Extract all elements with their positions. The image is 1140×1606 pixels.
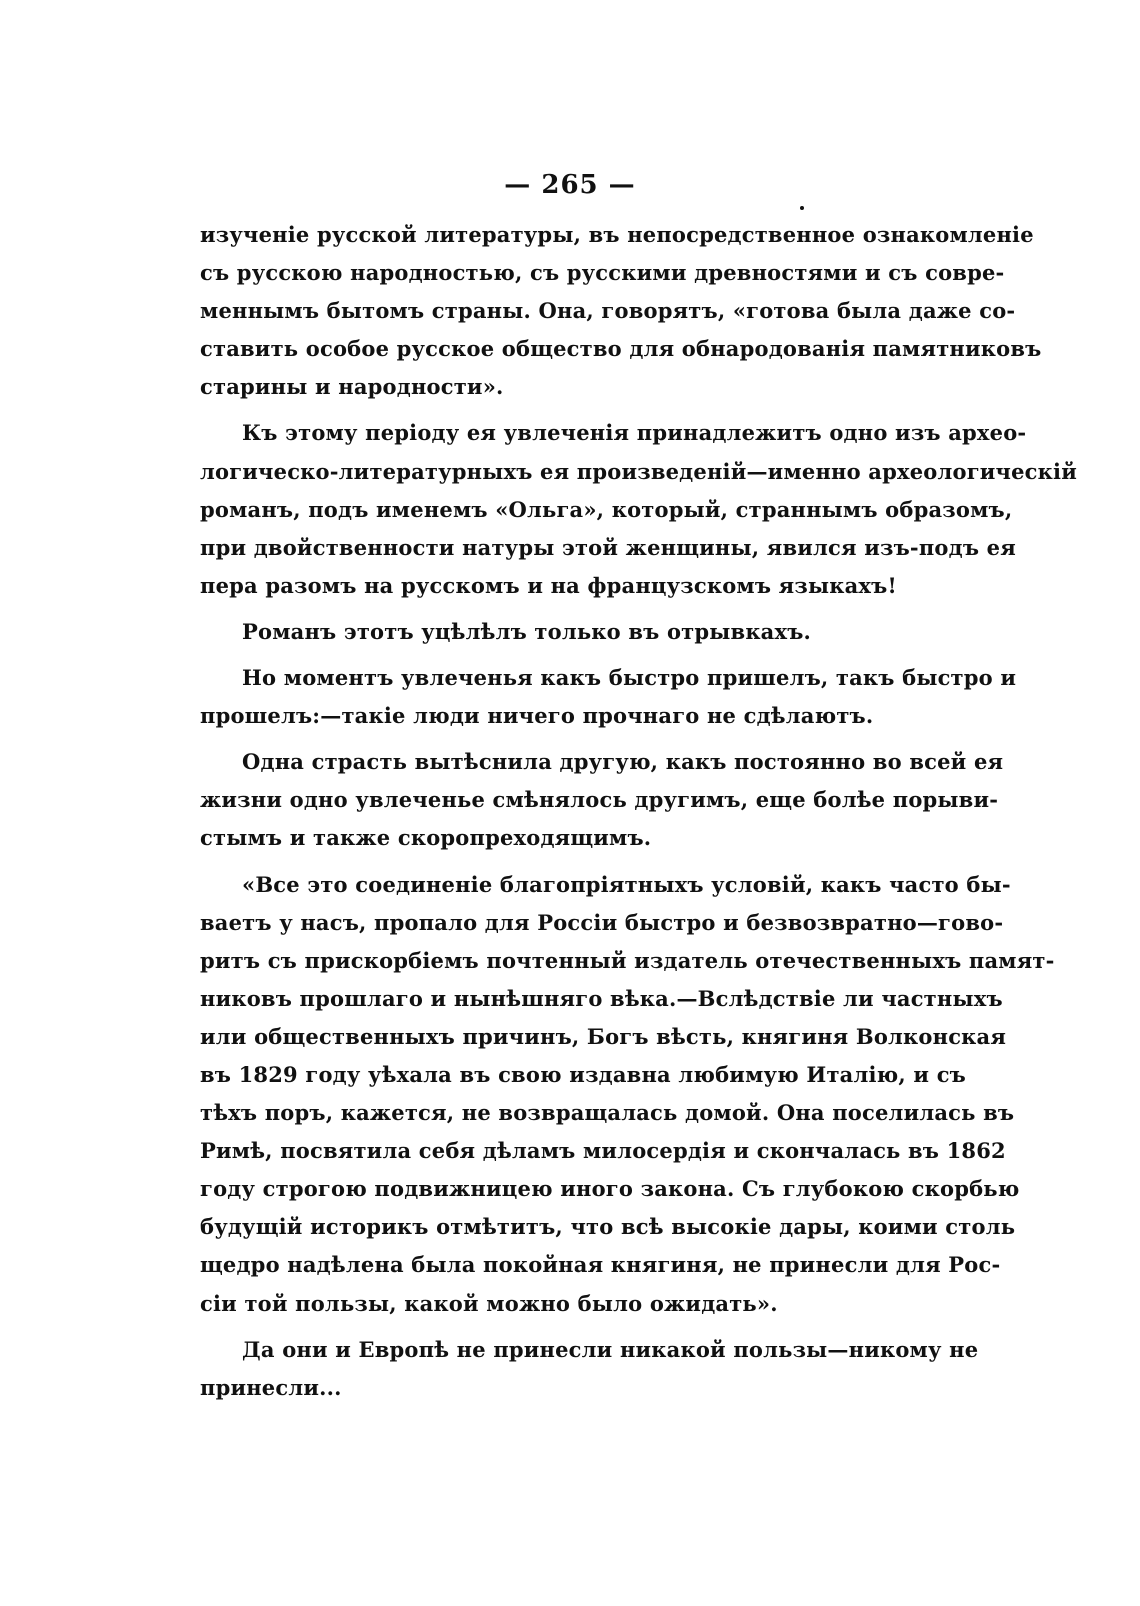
- stray-dot: [800, 206, 804, 210]
- text-line: сіи той пользы, какой можно было ожидать».: [200, 1290, 778, 1316]
- text-line: году строгою подвижницею иного закона. Съ глубокою скорбью: [200, 1176, 1020, 1202]
- text-line: Римѣ, посвятила себя дѣламъ милосердія и скончалась въ 1862: [200, 1138, 1006, 1164]
- text-line: логическо-литературныхъ ея произведеній—именно археологическій: [200, 458, 1077, 484]
- text-line: романъ, подъ именемъ «Ольга», который, страннымъ образомъ,: [200, 496, 1013, 522]
- text-line: прошелъ:—такіе люди ничего прочнаго не сдѣлаютъ.: [200, 703, 874, 729]
- text-line: ритъ съ прискорбіемъ почтенный издатель отечественныхъ памят-: [200, 947, 1055, 973]
- text-line: Да они и Европѣ не принесли никакой пользы—никому не: [242, 1336, 979, 1362]
- text-line: Одна страсть вытѣснила другую, какъ постоянно во всей ея: [242, 749, 1004, 775]
- paragraph: [200, 613, 940, 651]
- paragraph: [200, 414, 1077, 604]
- text-line: ваетъ у насъ, пропало для Россіи быстро и безвозвратно—гово-: [200, 909, 1004, 935]
- page-number: — 265 —: [504, 170, 636, 200]
- text-line: изученіе русской литературы, въ непосредственное ознакомленіе: [200, 222, 1034, 247]
- text-line: щедро надѣлена была покойная княгиня, не принесли для Рос-: [200, 1252, 1001, 1278]
- text-line: Къ этому періоду ея увлеченія принадлежитъ одно изъ архео-: [242, 420, 1027, 446]
- text-line: никовъ прошлаго и нынѣшняго вѣка.—Вслѣдствіе ли частныхъ: [200, 985, 1003, 1011]
- text-line: старины и народности».: [200, 374, 504, 400]
- text-line: ставить особое русское общество для обнародованія памятниковъ: [200, 336, 1042, 362]
- body-text: [200, 216, 1077, 1407]
- paragraph: [200, 1331, 979, 1407]
- text-line: въ 1829 году уѣхала въ свою издавна любимую Италію, и съ: [200, 1061, 966, 1087]
- text-line: «Все это соединеніе благопріятныхъ условій, какъ часто бы-: [242, 871, 1011, 897]
- text-line: пера разомъ на русскомъ и на французскомъ языкахъ!: [200, 572, 897, 598]
- text-line: при двойственности натуры этой женщины, явился изъ-подъ ея: [200, 534, 1016, 560]
- text-line: съ русскою народностью, съ русскими древностями и съ совре-: [200, 260, 1005, 286]
- text-line: жизни одно увлеченье смѣнялось другимъ, еще болѣе порыви-: [200, 787, 999, 813]
- text-line: тѣхъ поръ, кажется, не возвращалась домой. Она поселилась въ: [200, 1100, 1015, 1126]
- text-line: или общественныхъ причинъ, Богъ вѣсть, княгиня Волконская: [200, 1023, 1007, 1049]
- text-line: стымъ и также скоропреходящимъ.: [200, 825, 652, 851]
- text-line: будущій историкъ отмѣтитъ, что всѣ высокіе дары, коими столь: [200, 1214, 1016, 1240]
- text-line: меннымъ бытомъ страны. Она, говорятъ, «готова была даже со-: [200, 298, 1016, 324]
- paragraph: [200, 659, 1017, 735]
- text-line: Но моментъ увлеченья какъ быстро пришелъ, такъ быстро и: [242, 665, 1017, 691]
- text-line: Романъ этотъ уцѣлѣлъ только въ отрывкахъ.: [242, 618, 812, 644]
- paragraph: [200, 743, 1004, 857]
- paragraph: [200, 216, 1042, 406]
- text-line: принесли...: [200, 1374, 342, 1400]
- paragraph: [200, 866, 1055, 1323]
